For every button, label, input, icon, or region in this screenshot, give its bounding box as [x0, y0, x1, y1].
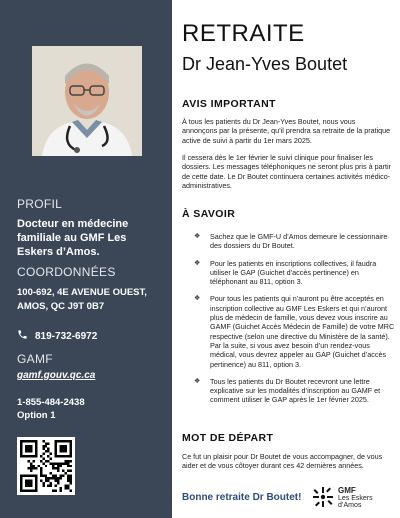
savoir-list [182, 232, 396, 413]
gamf-website-link[interactable]: gamf.gouv.qc.ca [17, 370, 96, 381]
address-line-1: 100-692, 4E AVENUE OUEST, [17, 287, 147, 298]
list-item-text: Sachez que le GMF-U d’Amos demeure le cessionnaire des dossiers du Dr Boutet. [210, 232, 388, 251]
avis-paragraph-1-text: À tous les patients du Dr Jean-Yves Boutet, nous vous annonçons par la présente, qu’il prendra sa retraite de la pratique active de suivi à partir du 1er mars 2025. [182, 117, 391, 145]
profil-text: Docteur en médecine familiale au GMF Les Eskers d’Amos. [17, 218, 129, 258]
sidebar [0, 0, 172, 518]
doctor-photo [32, 46, 142, 156]
gamf-heading: GAMF [17, 352, 53, 366]
phone-number: 819-732-6972 [35, 330, 98, 342]
avis-heading: AVIS IMPORTANT [182, 98, 276, 110]
logo-line-1: GMF [338, 486, 356, 495]
page-subtitle: Dr Jean-Yves Boutet [182, 54, 348, 74]
list-item-text: Pour tous les patients qui n’auront pu être acceptés en inscription collective au GMF Les Eskers et qui n’auront plus de médecin de famille, vous devez vous inscrire au GAMF (Guichet Accès Médecin de Famille) de votre MRC respective (selon une directive du Ministère de la santé). Par la suite, si vous avez besoin d’un rendez-vous médical, vous devrez appeler au GAP (Guichet d’accès pertinence) au 811, option 3. [210, 294, 395, 369]
savoir-heading: À SAVOIR [182, 208, 236, 220]
gmf-logo [312, 486, 382, 510]
list-item [182, 294, 396, 368]
gmf-logo-text [338, 487, 373, 509]
avis-paragraph-2 [182, 153, 392, 190]
logo-line-3: d’Amos [338, 502, 362, 509]
list-item [182, 377, 396, 405]
avis-paragraph-2-text: Il cessera dès le 1er février le suivi clinique pour finaliser les dossiers. Les messages téléphoniques ne seront plus pris à partir de cette date. Le Dr Boutet continuera certaines activités médico-administratives. [182, 153, 391, 190]
qr-code[interactable] [17, 437, 75, 495]
list-item-text: Tous les patients du Dr Boutet recevront une lettre explicative sur les modalités d’inscription au GAMF et comment utiliser le GAP après le 1er février 2025. [210, 376, 381, 405]
gamf-option: Option 1 [17, 410, 56, 421]
page-title: RETRAITE [182, 20, 305, 47]
gmf-logo-icon [312, 486, 334, 508]
phone-row[interactable] [17, 329, 97, 343]
depart-text: Ce fut un plaisir pour Dr Boutet de vous accompagner, de vous aider et de vous côtoyer durant ces 42 dernières années. [182, 452, 383, 471]
depart-heading: MOT DE DÉPART [182, 432, 274, 444]
check-icon: ❖ [194, 377, 201, 385]
main-content [172, 0, 400, 518]
check-icon: ❖ [194, 295, 201, 303]
list-item-text: Pour les patients en inscriptions collectives, il faudra utiliser le GAP (Guichet d’accès pertinence) en téléphonant au 811, option 3. [210, 258, 377, 287]
check-icon: ❖ [194, 233, 201, 240]
coordonnees-heading: COORDONNÉES [17, 265, 116, 279]
footer-message: Bonne retraite Dr Boutet! [182, 492, 302, 503]
depart-paragraph [182, 452, 392, 471]
avis-paragraph-1 [182, 117, 392, 145]
list-item [182, 232, 396, 251]
address-line-2: AMOS, QC J9T 0B7 [17, 301, 105, 312]
list-item [182, 259, 396, 287]
profil-heading: PROFIL [17, 197, 63, 211]
check-icon: ❖ [194, 259, 201, 267]
phone-icon [17, 329, 29, 343]
gamf-phone: 1-855-484-2438 [17, 397, 85, 408]
logo-line-2: Les Eskers [338, 495, 373, 502]
